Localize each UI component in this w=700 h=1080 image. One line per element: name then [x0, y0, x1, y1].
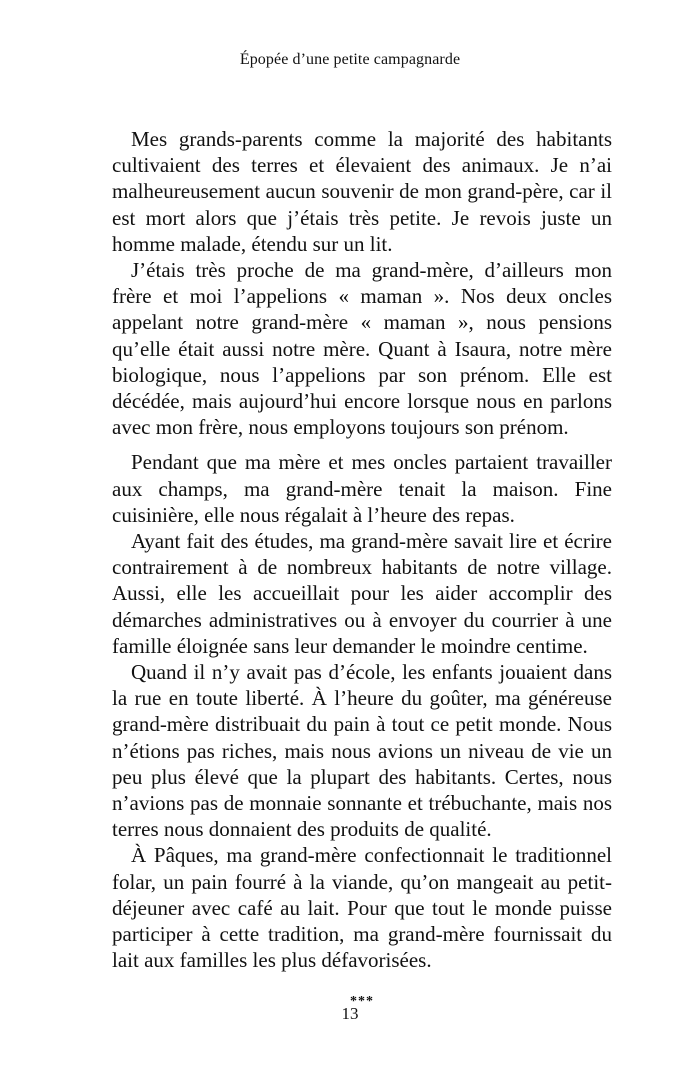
paragraph: J’étais très proche de ma grand-mère, d’ailleurs mon frère et moi l’appelions « maman ». Nos deux oncles appelant notre grand-mère « maman », nous pensions qu’elle était aussi notre mère. Quant à Isaura, notre mère biologique, nous l’appelions par son prénom. Elle est décédée, mais aujourd’hui encore lorsque nous en parlons avec mon frère, nous employons toujours son prénom. — [112, 258, 612, 440]
paragraph: À Pâques, ma grand-mère confectionnait le traditionnel folar, un pain fourré à la viande, qu’on mangeait au petit-déjeuner avec café au lait. Pour que tout le monde puisse participer à cette tradition, ma grand-mère fournissait du lait aux familles les plus défavorisées. — [112, 843, 612, 973]
running-header-title: Épopée d’une petite campagnarde — [239, 51, 461, 68]
paragraph: Pendant que ma mère et mes oncles partaient travailler aux champs, ma grand-mère tenait la maison. Fine cuisinière, elle nous régalait à l’heure des repas. — [112, 450, 612, 527]
section-separator: *** — [350, 993, 374, 1009]
page-number: 13 — [341, 1004, 359, 1023]
body-text — [112, 126, 612, 1012]
paragraph: Ayant fait des études, ma grand-mère savait lire et écrire contrairement à de nombreux habitants de notre village. Aussi, elle les accueillait pour les aider accomplir des démarches administratives ou à envoyer du courrier à une famille éloignée sans leur demander le moindre centime. — [112, 529, 612, 658]
paragraph: Quand il n’y avait pas d’école, les enfants jouaient dans la rue en toute liberté. À l’heure du goûter, ma généreuse grand-mère distribuait du pain à tout ce petit monde. Nous n’étions pas riches, mais nous avions un niveau de vie un peu plus élevé que la plupart des habitants. Certes, nous n’avions pas de monnaie sonnante et trébuchante, mais nos terres nous donnaient des produits de qualité. — [112, 660, 612, 842]
paragraph: Mes grands-parents comme la majorité des habitants cultivaient des terres et élevaient des animaux. Je n’ai malheureusement aucun souvenir de mon grand-père, car il est mort alors que j’étais très petite. Je revois juste un homme malade, étendu sur un lit. — [112, 127, 612, 256]
